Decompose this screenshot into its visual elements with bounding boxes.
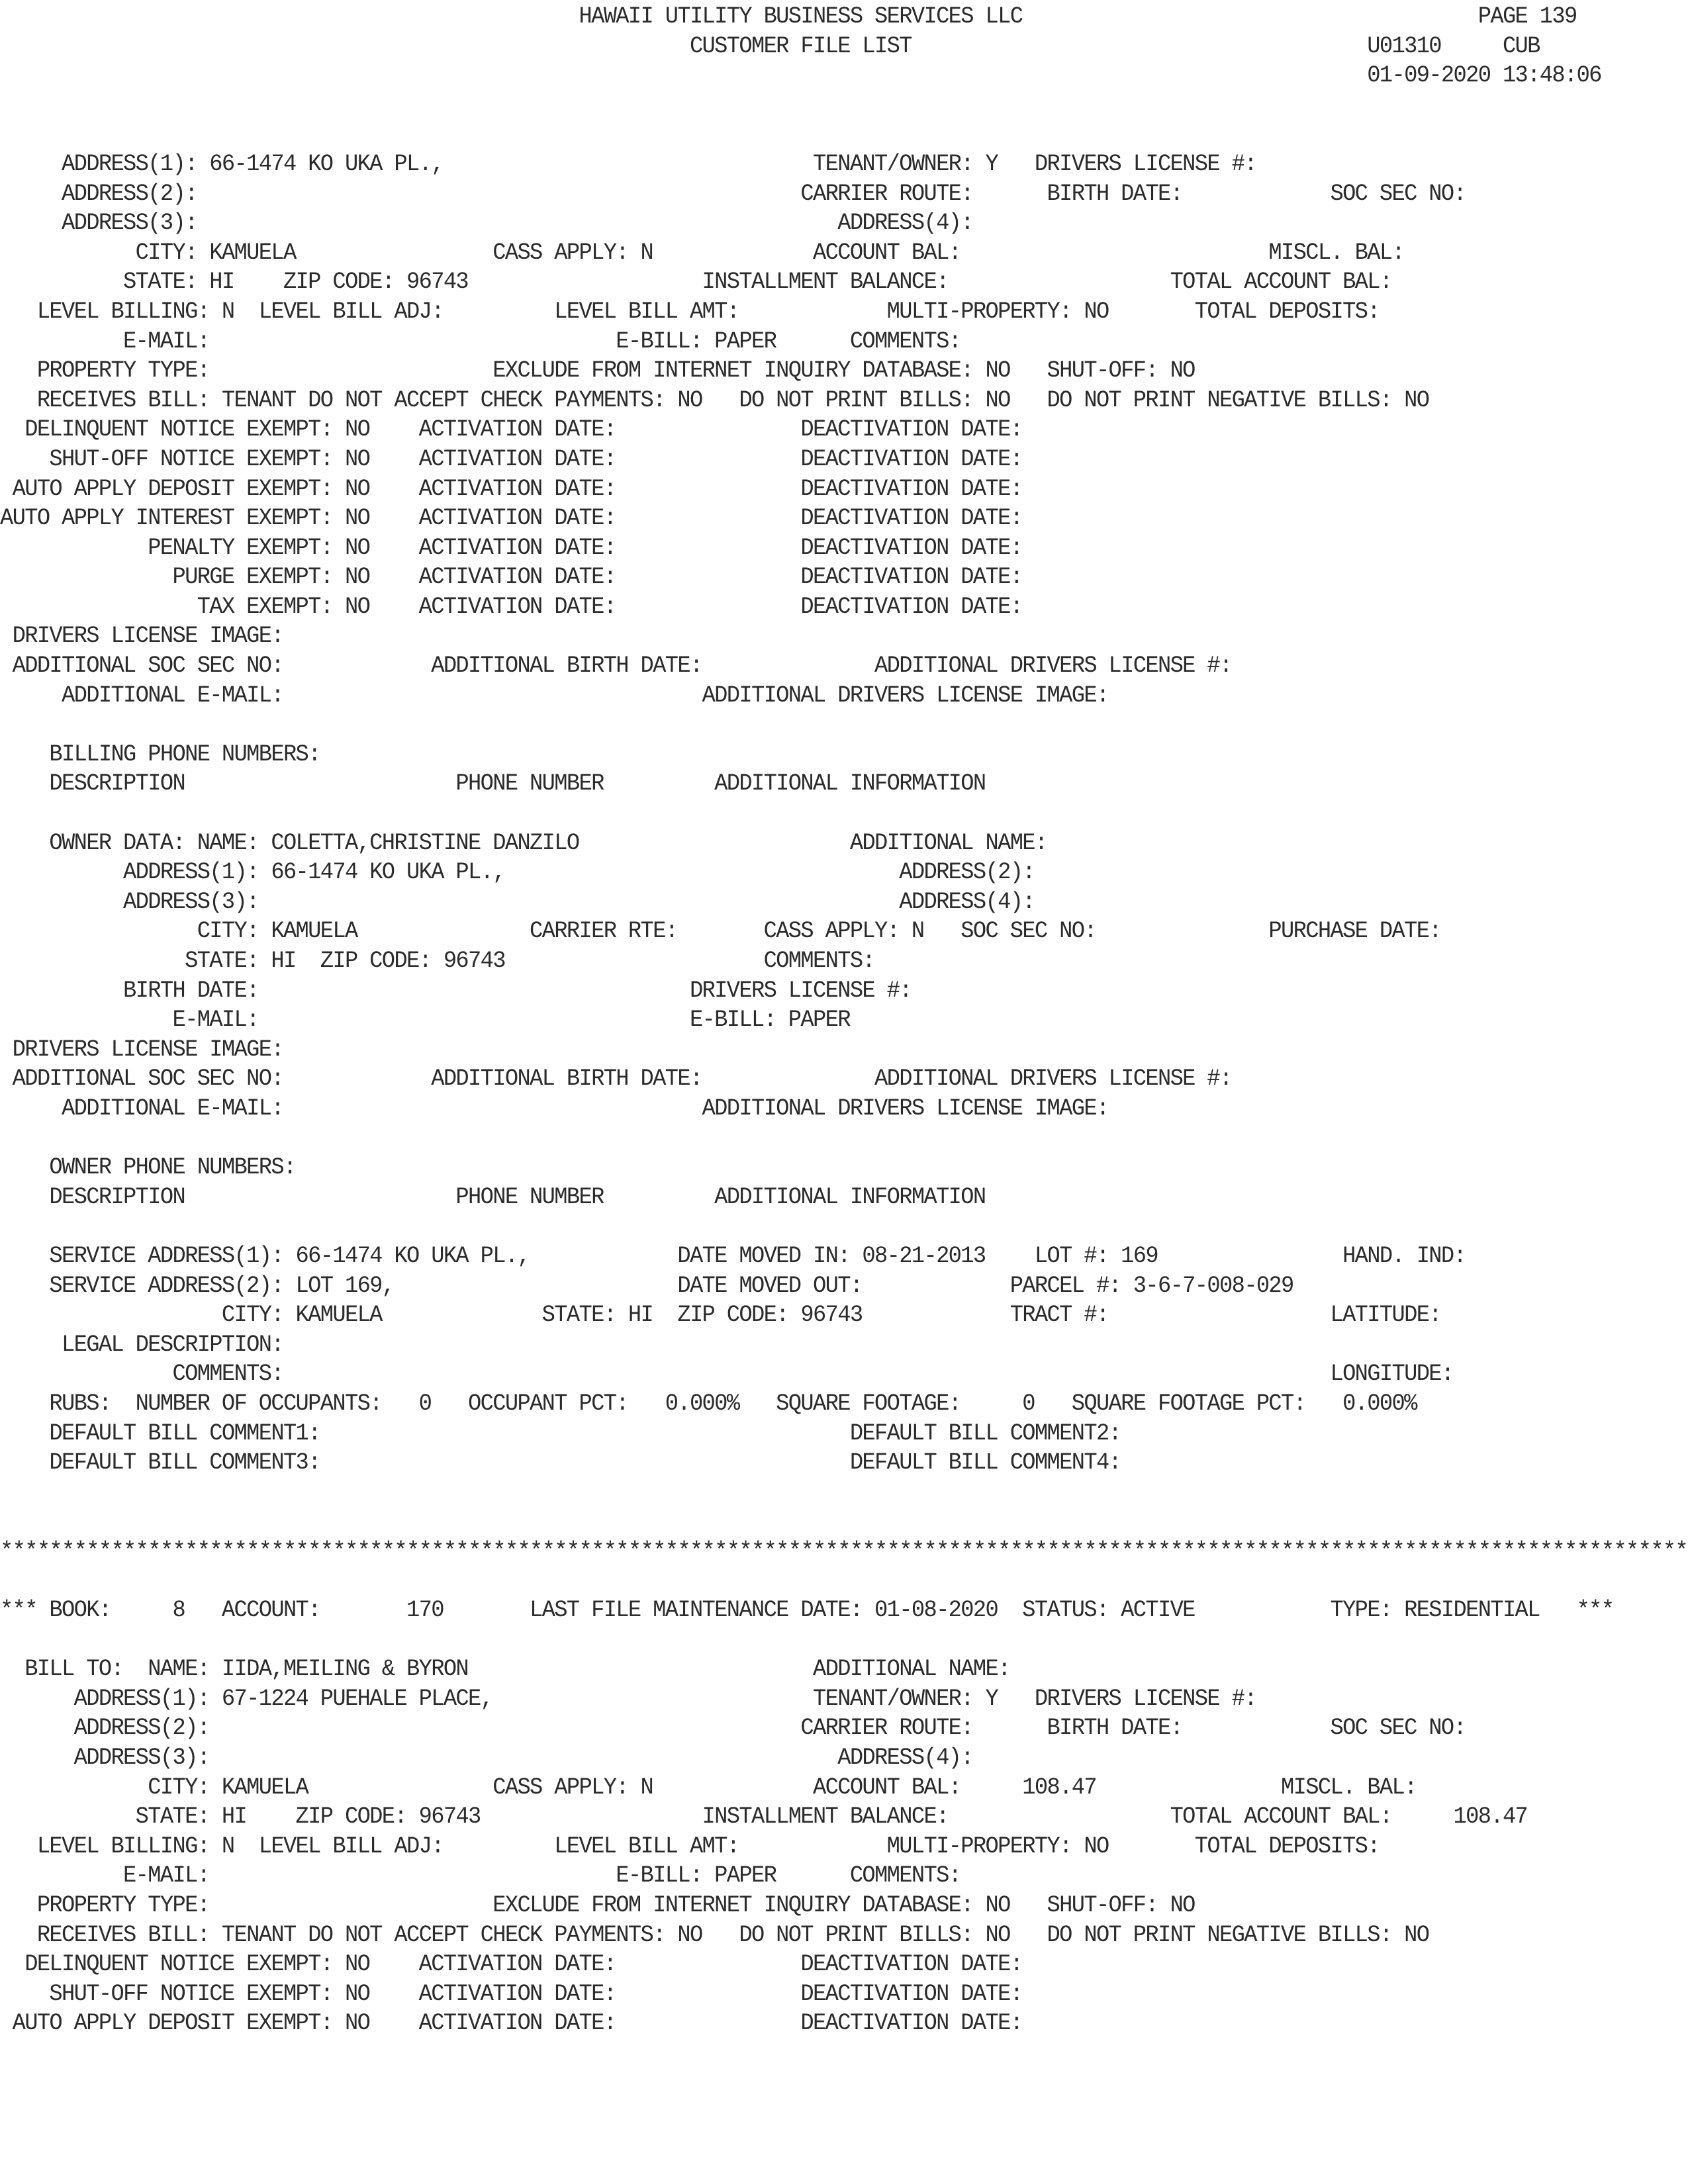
report-line: DESCRIPTION PHONE NUMBER ADDITIONAL INFORMATION [0,771,986,797]
report-line: CITY: KAMUELA STATE: HI ZIP CODE: 96743 TRACT #: LATITUDE: [0,1302,1441,1329]
report-line: DRIVERS LICENSE IMAGE: [0,1036,283,1063]
report-line: AUTO APPLY INTEREST EXEMPT: NO ACTIVATION DATE: DEACTIVATION DATE: [0,506,1023,532]
report-line: CUSTOMER FILE LIST U01310 CUB [0,33,1540,60]
report-line: CITY: KAMUELA CASS APPLY: N ACCOUNT BAL: MISCL. BAL: [0,240,1405,266]
report-line: PROPERTY TYPE: EXCLUDE FROM INTERNET INQUIRY DATABASE: NO SHUT-OFF: NO [0,1893,1195,1919]
report-line: ***************************************************************************************************************************************** [0,1538,1688,1565]
report-line [0,1479,1687,1508]
report-line: RECEIVES BILL: TENANT DO NOT ACCEPT CHECK PAYMENTS: NO DO NOT PRINT BILLS: NO DO NOT PRINT NEGATIVE BILLS: NO [0,1922,1429,1948]
report-line: SHUT-OFF NOTICE EXEMPT: NO ACTIVATION DATE: DEACTIVATION DATE: [0,446,1023,473]
report-line: LEVEL BILLING: N LEVEL BILL ADJ: LEVEL BILL AMT: MULTI-PROPERTY: NO TOTAL DEPOSITS: [0,1833,1380,1860]
report-line: BILL TO: NAME: IIDA,MEILING & BYRON ADDITIONAL NAME: [0,1657,1010,1683]
report-line: E-MAIL: E-BILL: PAPER COMMENTS: [0,328,961,355]
report-line: RUBS: NUMBER OF OCCUPANTS: 0 OCCUPANT PCT: 0.000% SQUARE FOOTAGE: 0 SQUARE FOOTAGE PCT: 0.000% [0,1390,1417,1417]
report-line [0,1124,1687,1154]
report-line: CITY: KAMUELA CARRIER RTE: CASS APPLY: N SOC SEC NO: PURCHASE DATE: [0,919,1441,945]
report-line: COMMENTS: LONGITUDE: [0,1361,1454,1388]
report-line: OWNER DATA: NAME: COLETTA,CHRISTINE DANZILO ADDITIONAL NAME: [0,830,1047,856]
report-line: TAX EXEMPT: NO ACTIVATION DATE: DEACTIVATION DATE: [0,594,1023,620]
report-line: RECEIVES BILL: TENANT DO NOT ACCEPT CHECK PAYMENTS: NO DO NOT PRINT BILLS: NO DO NOT PRINT NEGATIVE BILLS: NO [0,387,1429,414]
report-line: STATE: HI ZIP CODE: 96743 COMMENTS: [0,948,875,974]
report-line: DESCRIPTION PHONE NUMBER ADDITIONAL INFORMATION [0,1184,986,1210]
report-line: ADDITIONAL E-MAIL: ADDITIONAL DRIVERS LICENSE IMAGE: [0,682,1109,709]
report-line: ADDITIONAL SOC SEC NO: ADDITIONAL BIRTH DATE: ADDITIONAL DRIVERS LICENSE #: [0,1066,1232,1093]
report-line: OWNER PHONE NUMBERS: [0,1155,296,1181]
report-line: PENALTY EXEMPT: NO ACTIVATION DATE: DEACTIVATION DATE: [0,535,1023,561]
report-line: ADDRESS(2): CARRIER ROUTE: BIRTH DATE: SOC SEC NO: [0,181,1466,207]
report-line: LEGAL DESCRIPTION: [0,1332,283,1358]
report-line: SERVICE ADDRESS(1): 66-1474 KO UKA PL., DATE MOVED IN: 08-21-2013 LOT #: 169 HAND. IND: [0,1243,1466,1269]
report-line: E-MAIL: E-BILL: PAPER [0,1007,850,1034]
report-line: ADDRESS(1): 67-1224 PUEHALE PLACE, TENANT/OWNER: Y DRIVERS LICENSE #: [0,1686,1256,1712]
report-line: ADDITIONAL SOC SEC NO: ADDITIONAL BIRTH DATE: ADDITIONAL DRIVERS LICENSE #: [0,653,1232,680]
report-line: STATE: HI ZIP CODE: 96743 INSTALLMENT BALANCE: TOTAL ACCOUNT BAL: 108.47 [0,1804,1528,1831]
report-line: E-MAIL: E-BILL: PAPER COMMENTS: [0,1863,961,1889]
report-line [0,1508,1687,1537]
report-line: DEFAULT BILL COMMENT3: DEFAULT BILL COMMENT4: [0,1450,1121,1477]
report-line: ADDRESS(3): ADDRESS(4): [0,210,973,237]
report-line: DRIVERS LICENSE IMAGE: [0,623,283,650]
report-line: LEVEL BILLING: N LEVEL BILL ADJ: LEVEL BILL AMT: MULTI-PROPERTY: NO TOTAL DEPOSITS: [0,298,1380,325]
report-line: PROPERTY TYPE: EXCLUDE FROM INTERNET INQUIRY DATABASE: NO SHUT-OFF: NO [0,358,1195,385]
report-line: ADDRESS(1): 66-1474 KO UKA PL., ADDRESS(2): [0,860,1035,886]
report-line: DEFAULT BILL COMMENT1: DEFAULT BILL COMMENT2: [0,1420,1121,1447]
report-line [0,1626,1687,1656]
report-line: 01-09-2020 13:48:06 [0,63,1601,89]
report-line: DELINQUENT NOTICE EXEMPT: NO ACTIVATION DATE: DEACTIVATION DATE: [0,1952,1023,1978]
report-line [0,799,1687,829]
report-line: AUTO APPLY DEPOSIT EXEMPT: NO ACTIVATION DATE: DEACTIVATION DATE: [0,476,1023,502]
report-line [0,120,1687,150]
report-line: SHUT-OFF NOTICE EXEMPT: NO ACTIVATION DATE: DEACTIVATION DATE: [0,1981,1023,2007]
report-line: BIRTH DATE: DRIVERS LICENSE #: [0,978,912,1004]
report-line: ADDRESS(2): CARRIER ROUTE: BIRTH DATE: SOC SEC NO: [0,1715,1466,1742]
report-line: *** BOOK: 8 ACCOUNT: 170 LAST FILE MAINTENANCE DATE: 01-08-2020 STATUS: ACTIVE TYPE: RESIDENTIAL *** [0,1598,1614,1624]
report-line: ADDRESS(1): 66-1474 KO UKA PL., TENANT/OWNER: Y DRIVERS LICENSE #: [0,151,1256,177]
customer-file-list-report [0,3,1687,2039]
report-line: ADDRESS(3): ADDRESS(4): [0,889,1035,915]
report-line [0,1212,1687,1242]
report-line: PURGE EXEMPT: NO ACTIVATION DATE: DEACTIVATION DATE: [0,565,1023,591]
report-line: DELINQUENT NOTICE EXEMPT: NO ACTIVATION DATE: DEACTIVATION DATE: [0,417,1023,443]
report-line: SERVICE ADDRESS(2): LOT 169, DATE MOVED OUT: PARCEL #: 3-6-7-008-029 [0,1273,1293,1299]
report-line: HAWAII UTILITY BUSINESS SERVICES LLC PAGE 139 [0,4,1577,30]
report-line: ADDRESS(3): ADDRESS(4): [0,1745,973,1772]
report-line: CITY: KAMUELA CASS APPLY: N ACCOUNT BAL: 108.47 MISCL. BAL: [0,1774,1417,1801]
report-line: ADDITIONAL E-MAIL: ADDITIONAL DRIVERS LICENSE IMAGE: [0,1095,1109,1122]
report-line: BILLING PHONE NUMBERS: [0,741,320,768]
report-line [0,711,1687,741]
report-line [0,1567,1687,1596]
report-line [0,91,1687,121]
report-line: AUTO APPLY DEPOSIT EXEMPT: NO ACTIVATION DATE: DEACTIVATION DATE: [0,2011,1023,2037]
report-line: STATE: HI ZIP CODE: 96743 INSTALLMENT BALANCE: TOTAL ACCOUNT BAL: [0,269,1392,296]
